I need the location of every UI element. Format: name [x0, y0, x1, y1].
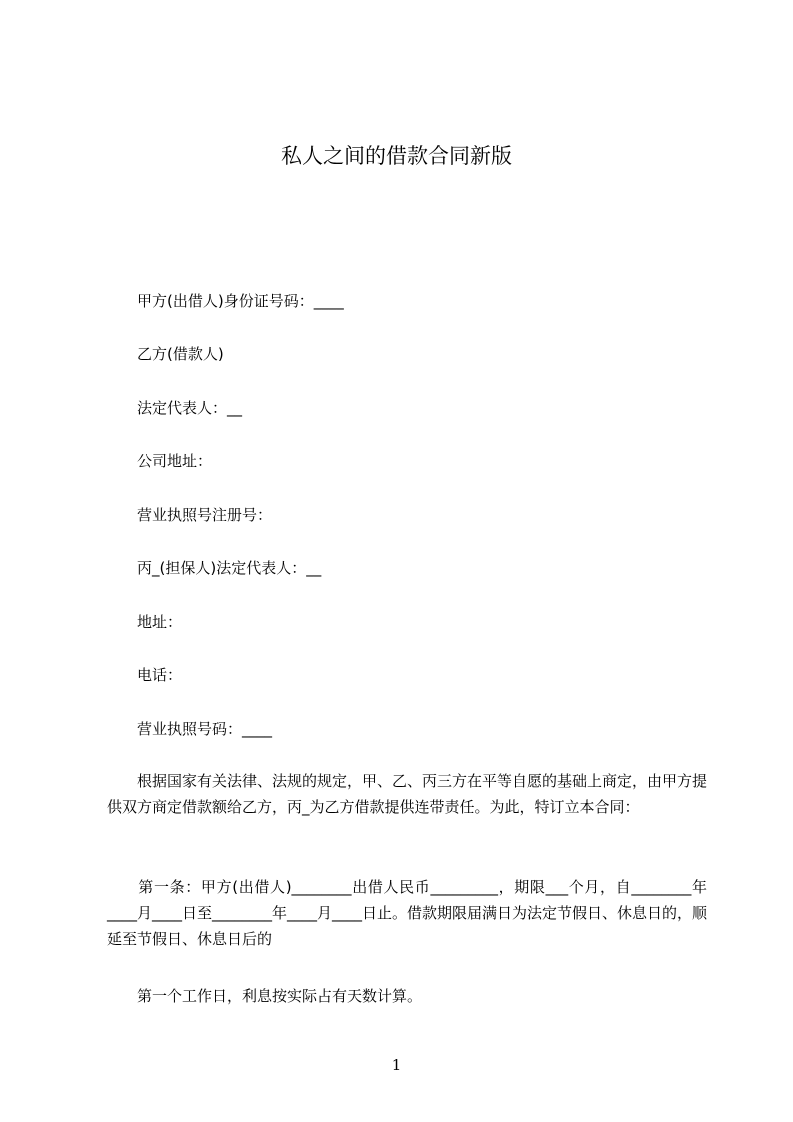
field-business-license-registration: 营业执照号注册号：	[137, 506, 273, 524]
preamble-paragraph: 根据国家有关法律、法规的规定，甲、乙、丙三方在平等自愿的基础上商定，由甲方提供双方商定借款额给乙方，丙_为乙方借款提供连带责任。为此，特订立本合同：	[107, 772, 708, 816]
field-address: 地址：	[137, 613, 183, 631]
page-number: 1	[391, 1056, 402, 1074]
field-guarantor-representative: 丙_(担保人)法定代表人：__	[137, 559, 322, 577]
field-borrower: 乙方(借款人)	[137, 345, 224, 363]
field-legal-representative: 法定代表人：__	[137, 399, 243, 417]
field-lender-id: 甲方(出借人)身份证号码：____	[137, 292, 344, 310]
article-1-paragraph: 第一条：甲方(出借人)________出借人民币_________，期限___个月，自________年____月____日至________年____月____日止。借款期限届满日为法定节假日、休息日的，顺延至节假日、休息日后的	[107, 878, 708, 948]
article-1-continuation: 第一个工作日，利息按实际占有天数计算。	[137, 987, 423, 1005]
document-title: 私人之间的借款合同新版	[281, 144, 512, 168]
field-phone: 电话：	[137, 666, 183, 684]
field-company-address: 公司地址：	[137, 452, 213, 470]
field-business-license-number: 营业执照号码：____	[137, 720, 273, 738]
